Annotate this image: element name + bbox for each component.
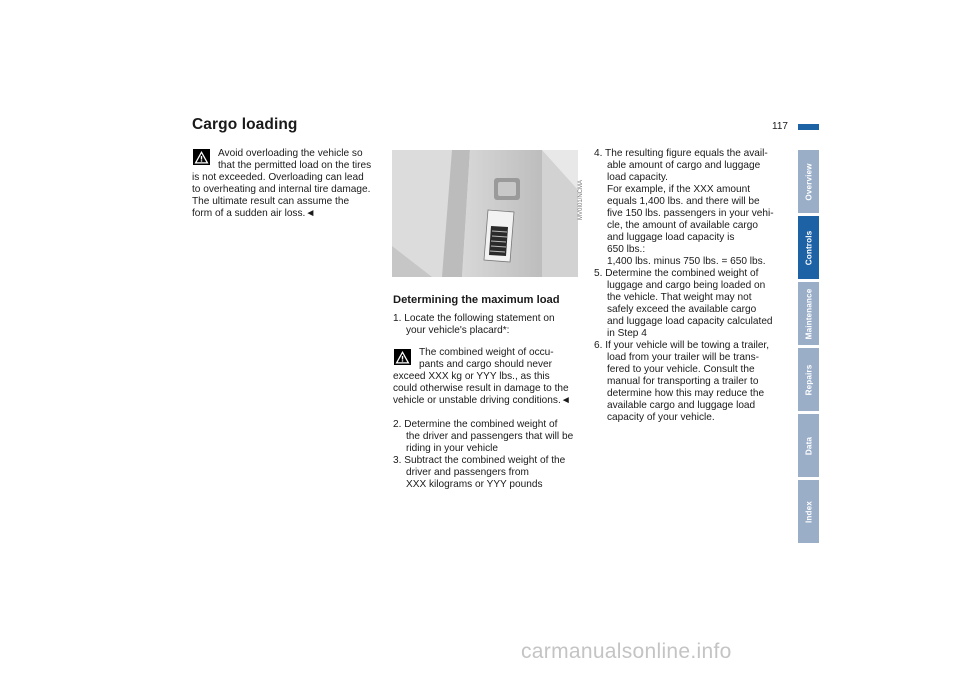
step-line: 3. Subtract the combined weight of the [393, 455, 566, 466]
step-line: determine how this may reduce the [607, 388, 765, 399]
step-line: five 150 lbs. passengers in your vehi- [607, 208, 774, 219]
step-line: 6. If your vehicle will be towing a trailer, [594, 340, 770, 351]
step-line: driver and passengers from [406, 467, 529, 478]
step-line: able amount of cargo and luggage [607, 160, 761, 171]
step-line: 1. Locate the following statement on [393, 313, 555, 324]
tab-index[interactable] [798, 480, 819, 543]
tab-data[interactable] [798, 414, 819, 477]
tab-repairs[interactable] [798, 348, 819, 411]
tab-label: Index [804, 500, 813, 523]
step-line: and luggage load capacity calculated [607, 316, 773, 327]
caution-line: exceed XXX kg or YYY lbs., as this [393, 371, 550, 382]
step-line: 2. Determine the combined weight of [393, 419, 558, 430]
warning-triangle-icon [193, 149, 210, 165]
step-line: in Step 4 [607, 328, 647, 339]
step-line: available cargo and luggage load [607, 400, 756, 411]
page-title: Cargo loading [192, 116, 298, 133]
tab-label: Repairs [804, 364, 813, 395]
warning-line: to overheating and internal tire damage. [192, 184, 371, 195]
step-line: manual for transporting a trailer to [607, 376, 759, 387]
tab-overview[interactable] [798, 150, 819, 213]
caution-line: pants and cargo should never [419, 359, 552, 370]
step-line: the driver and passengers that will be [406, 431, 574, 442]
section-heading: Determining the maximum load [393, 294, 560, 306]
step-line: 5. Determine the combined weight of [594, 268, 759, 279]
tab-label: Overview [804, 162, 813, 201]
step-line: 650 lbs.: [607, 244, 646, 255]
warning-line: The ultimate result can assume the [192, 196, 350, 207]
tab-label: Controls [804, 230, 813, 265]
step-line: XXX kilograms or YYY pounds [406, 479, 543, 490]
warning-line: form of a sudden air loss.◄ [192, 208, 316, 219]
step-line: For example, if the XXX amount [607, 184, 751, 195]
door-pillar-placard-photo [392, 150, 578, 277]
step-line: and luggage load capacity is [607, 232, 735, 243]
step-line: 4. The resulting figure equals the avail- [594, 148, 768, 159]
warning-triangle-icon [394, 349, 411, 365]
warning-line: is not exceeded. Overloading can lead [192, 172, 364, 183]
warning-line: that the permitted load on the tires [218, 160, 372, 171]
tab-controls[interactable] [798, 216, 819, 279]
step-line: safely exceed the available cargo [607, 304, 757, 315]
warning-line: Avoid overloading the vehicle so [218, 148, 363, 159]
tab-maintenance[interactable] [798, 282, 819, 345]
caution-line: vehicle or unstable driving conditions.◄ [393, 395, 571, 406]
caution-line: The combined weight of occu- [419, 347, 554, 358]
step-line: cle, the amount of available cargo [607, 220, 758, 231]
step-line: load capacity. [607, 172, 668, 183]
page-number: 117 [772, 121, 788, 132]
tab-label: Maintenance [804, 288, 813, 339]
step-line: fered to your vehicle. Consult the [607, 364, 755, 375]
step-line: riding in your vehicle [406, 443, 499, 454]
step-line: equals 1,400 lbs. and there will be [607, 196, 760, 207]
watermark: carmanualsonline.info [521, 640, 732, 663]
step-line: the vehicle. That weight may not [607, 292, 752, 303]
tab-label: Data [804, 436, 813, 455]
step-line: 1,400 lbs. minus 750 lbs. = 650 lbs. [607, 256, 766, 267]
step-line: luggage and cargo being loaded on [607, 280, 766, 291]
photo-code: MV0I01/NCMA [578, 179, 584, 220]
step-line: capacity of your vehicle. [607, 412, 715, 423]
step-line: your vehicle's placard*: [406, 325, 510, 336]
page-number-accent [798, 124, 819, 130]
caution-line: could otherwise result in damage to the [393, 383, 569, 394]
step-line: load from your trailer will be trans- [607, 352, 760, 363]
